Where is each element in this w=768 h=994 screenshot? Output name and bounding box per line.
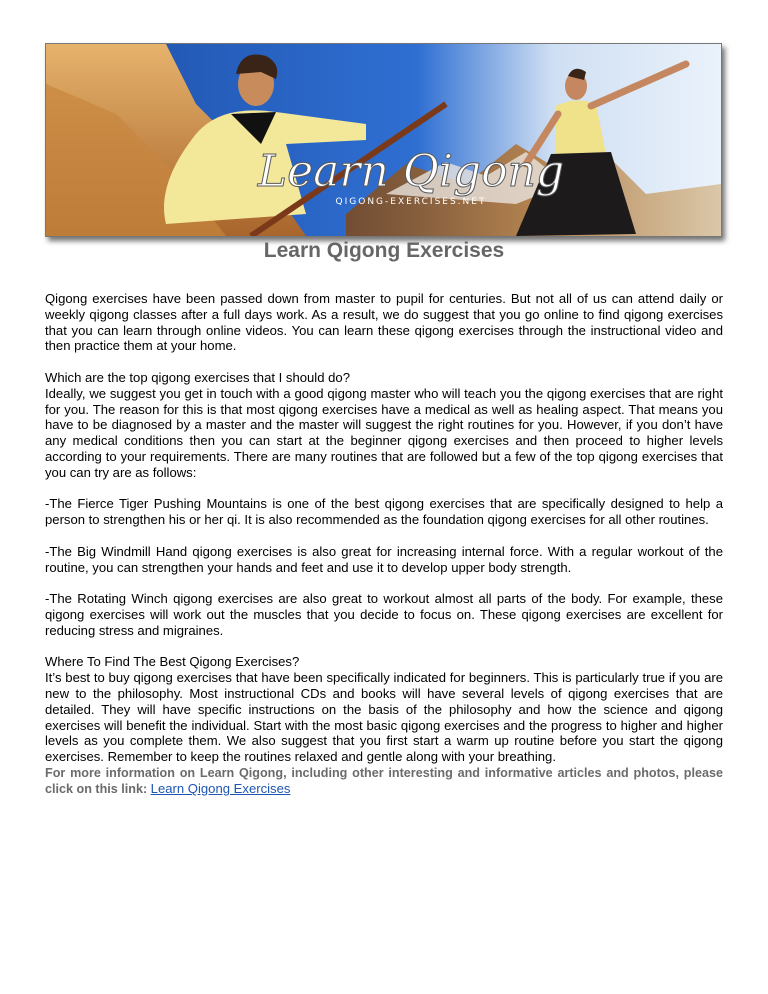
banner-image [46,44,721,236]
banner-logo-subtext: QIGONG-EXERCISES.NET [335,197,487,207]
article-body [45,291,723,797]
intro-paragraph: Qigong exercises have been passed down from master to pupil for centuries. But not all of us can attend daily or weekly qigong classes after a full days work. As a result, we do suggest that you go online to find qigong exercises that you can learn through online videos. You can learn these qigong exercises through the instructional video and then practice them at your home. [45,291,723,354]
question-heading: Where To Find The Best Qigong Exercises? [45,654,300,670]
banner-logo-text: Learn Qigong [257,146,565,197]
answer-paragraph: It’s best to buy qigong exercises that have been specifically indicated for beginners. This is particularly true if you are new to the philosophy. Most instructional CDs and books will have several levels of qigong exercises that are detailed. They will have specific instructions on the basis of the philosophy and how the science and qigong exercises will benefit the individual. Start with the most basic qigong exercises and the progress to higher and higher levels as you complete them. We also suggest that you first start a warm up routine before you start the qigong exercises. Remember to keep the routines relaxed and gentle along with your breathing. [45,670,723,765]
footer-text: For more information on Learn Qigong, including other interesting and informative articles and photos, please click on this link: [45,765,723,796]
footer-note [45,765,723,797]
header-banner [45,43,722,237]
list-item: -The Rotating Winch qigong exercises are also great to workout almost all parts of the body. For example, these qigong exercises will work out the muscles that you decide to focus on. These qigong exercises are excellent for reducing stress and migraines. [45,591,723,638]
list-item: -The Fierce Tiger Pushing Mountains is one of the best qigong exercises that are specifically designed to help a person to strengthen his or her qi. It is also recommended as the foundation qigong exercises for all other routines. [45,496,723,528]
answer-paragraph: Ideally, we suggest you get in touch with a good qigong master who will teach you the qigong exercises that are right for you. The reason for this is that most qigong exercises have a medical as well as healing aspect. That means you have to be diagnosed by a master and the master will suggest the right routines for you. However, if you don’t have any medical conditions then you can start at the beginner qigong exercises and then proceed to higher levels according to your requirements. There are many routines that are followed but a few of the top qigong exercises that you can try are as follows: [45,385,723,480]
question-heading: Which are the top qigong exercises that I should do? [45,369,350,385]
list-item: -The Big Windmill Hand qigong exercises is also great for increasing internal force. With a regular workout of the routine, you can strengthen your hands and feet and use it to develop upper body strength. [45,543,723,575]
page-title: Learn Qigong Exercises [263,239,505,262]
learn-qigong-link[interactable]: Learn Qigong Exercises [150,780,291,796]
